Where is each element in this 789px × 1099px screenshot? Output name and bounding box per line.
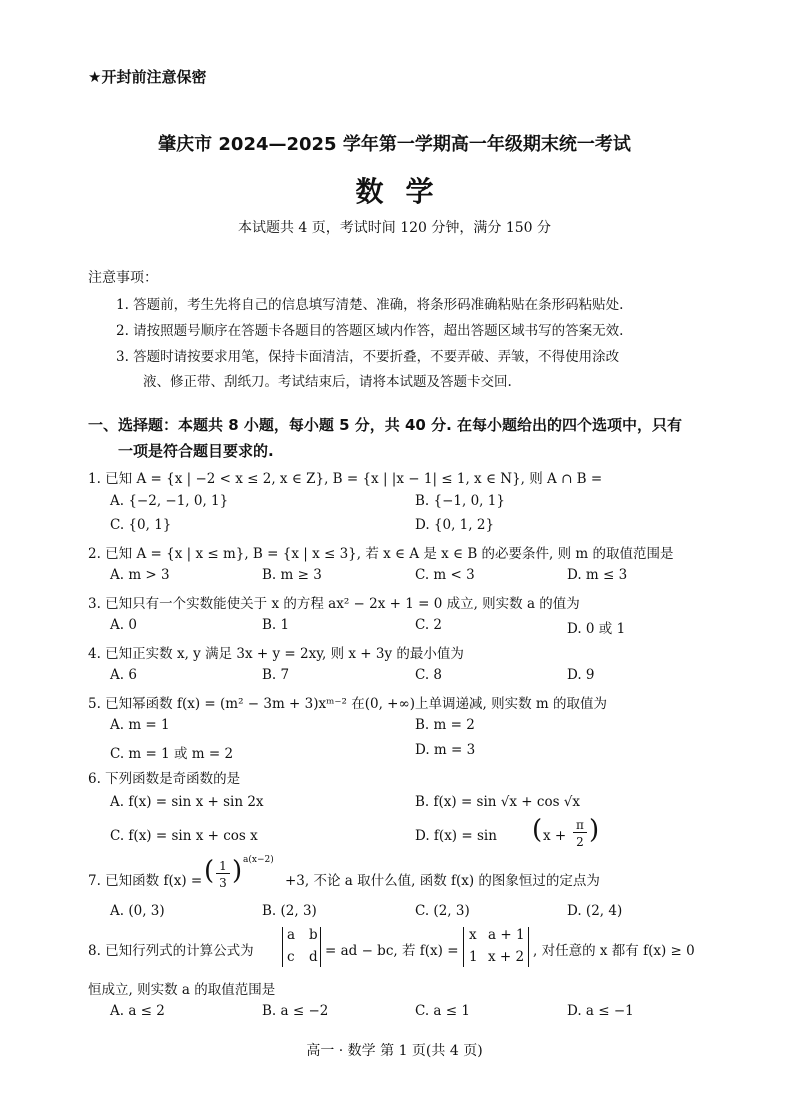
det2-left-bar <box>463 927 464 967</box>
det2-x-plus-2: x + 2 <box>488 949 525 965</box>
question-8-stem-line2: 恒成立, 则实数 a 的取值范围是 <box>88 982 276 998</box>
det2-right-bar <box>528 927 529 967</box>
q4-option-d: D. 9 <box>567 667 595 683</box>
q3-option-c: C. 2 <box>415 617 443 633</box>
question-8-stem: 8. 已知行列式的计算公式为 <box>88 943 254 959</box>
q7-option-b: B. (2, 3) <box>262 903 317 919</box>
q6d-inner: x + <box>543 828 567 844</box>
det1-left-bar <box>282 927 283 967</box>
q7-frac-den: 3 <box>219 876 227 890</box>
q3-option-a: A. 0 <box>110 617 137 633</box>
question-5-stem: 5. 已知幂函数 f(x) = (m² − 3m + 3)xᵐ⁻² 在(0, +∞)上单调递减, 则实数 m 的取值为 <box>88 696 607 712</box>
exam-title: 肇庆市 2024—2025 学年第一学期高一年级期末统一考试 <box>158 134 631 155</box>
det1-d: d <box>309 949 318 965</box>
question-7-stem-cont: +3, 不论 a 取什么值, 函数 f(x) 的图象恒过的定点为 <box>285 873 600 889</box>
q6-option-a: A. f(x) = sin x + sin 2x <box>110 794 264 810</box>
q1-option-c: C. {0, 1} <box>110 517 172 533</box>
question-4-stem: 4. 已知正实数 x, y 满足 3x + y = 2xy, 则 x + 3y 的最小值为 <box>88 646 464 662</box>
q1-option-a: A. {−2, −1, 0, 1} <box>110 493 229 509</box>
question-1-stem: 1. 已知 A = {x | −2 < x ≤ 2, x ∈ Z}, B = {x | |x − 1| ≤ 1, x ∈ N}, 则 A ∩ B = <box>88 471 603 487</box>
q3-option-d: D. 0 或 1 <box>567 621 626 637</box>
det2-a-plus-1: a + 1 <box>488 927 525 943</box>
q7-left-paren: ( <box>204 856 215 886</box>
q6d-right-paren: ) <box>589 815 600 845</box>
q6d-frac-den: 2 <box>576 835 584 849</box>
subject-title: 数学 <box>355 175 456 208</box>
page-footer: 高一 · 数学 第 1 页(共 4 页) <box>306 1043 483 1059</box>
det2-one: 1 <box>469 949 478 965</box>
q6d-frac-num: π <box>573 818 587 833</box>
det2-x: x <box>469 927 477 943</box>
q2-option-c: C. m < 3 <box>415 567 475 583</box>
q5-option-a: A. m = 1 <box>110 717 170 733</box>
q7-option-c: C. (2, 3) <box>415 903 470 919</box>
notice-item-3: 3. 答题时请按要求用笔，保持卡面清洁，不要折叠，不要弄破、弄皱，不得使用涂改 <box>116 349 620 365</box>
q7-right-paren: ) <box>232 856 243 886</box>
notice-item-2: 2. 请按照题号顺序在答题卡各题目的答题区域内作答，超出答题区域书写的答案无效. <box>116 323 624 339</box>
q7-exponent: a(x−2) <box>243 855 274 865</box>
det1-a: a <box>287 927 296 943</box>
notice-title: 注意事项： <box>88 270 158 286</box>
q8-option-b: B. a ≤ −2 <box>262 1003 329 1019</box>
q7-option-d: D. (2, 4) <box>567 903 623 919</box>
notice-item-3-cont: 液、修正带、刮纸刀。考试结束后，请将本试题及答题卡交回. <box>143 374 512 390</box>
q1-option-b: B. {−1, 0, 1} <box>415 493 505 509</box>
q8-option-c: C. a ≤ 1 <box>415 1003 470 1019</box>
q5-option-b: B. m = 2 <box>415 717 475 733</box>
q6-option-d: D. f(x) = sin <box>415 828 497 844</box>
question-8-stem-end: , 对任意的 x 都有 f(x) ≥ 0 <box>533 943 695 959</box>
section-heading: 一、选择题：本题共 8 小题，每小题 5 分，共 40 分. 在每小题给出的四个选项中，只有 <box>88 416 683 434</box>
q2-option-d: D. m ≤ 3 <box>567 567 628 583</box>
det1-b: b <box>309 927 318 943</box>
q7-frac-num: 1 <box>216 859 230 874</box>
question-6-stem: 6. 下列函数是奇函数的是 <box>88 771 241 787</box>
det1-right-bar <box>320 927 321 967</box>
q8-option-d: D. a ≤ −1 <box>567 1003 634 1019</box>
q1-option-d: D. {0, 1, 2} <box>415 517 495 533</box>
question-3-stem: 3. 已知只有一个实数能使关于 x 的方程 ax² − 2x + 1 = 0 成立, 则实数 a 的值为 <box>88 596 580 612</box>
q6-option-b: B. f(x) = sin √x + cos √x <box>415 794 581 810</box>
q4-option-b: B. 7 <box>262 667 290 683</box>
question-7-stem: 7. 已知函数 f(x) = <box>88 873 203 889</box>
confidential-notice: ★开封前注意保密 <box>88 68 207 86</box>
question-8-stem-mid: = ad − bc, 若 f(x) = <box>325 943 459 959</box>
q6d-left-paren: ( <box>532 815 543 845</box>
q2-option-b: B. m ≥ 3 <box>262 567 322 583</box>
q6-option-c: C. f(x) = sin x + cos x <box>110 828 258 844</box>
notice-item-1: 1. 答题前，考生先将自己的信息填写清楚、准确，将条形码准确粘贴在条形码粘贴处. <box>116 297 624 313</box>
q5-option-c: C. m = 1 或 m = 2 <box>110 746 234 762</box>
question-2-stem: 2. 已知 A = {x | x ≤ m}, B = {x | x ≤ 3}, 若 x ∈ A 是 x ∈ B 的必要条件, 则 m 的取值范围是 <box>88 546 674 562</box>
det1-c: c <box>287 949 295 965</box>
q3-option-b: B. 1 <box>262 617 290 633</box>
q7-option-a: A. (0, 3) <box>110 903 165 919</box>
q2-option-a: A. m > 3 <box>110 567 170 583</box>
section-heading-cont: 一项是符合题目要求的. <box>118 442 274 460</box>
q8-option-a: A. a ≤ 2 <box>110 1003 165 1019</box>
q4-option-c: C. 8 <box>415 667 443 683</box>
exam-info: 本试题共 4 页，考试时间 120 分钟，满分 150 分 <box>237 220 552 236</box>
q4-option-a: A. 6 <box>110 667 137 683</box>
q5-option-d: D. m = 3 <box>415 742 476 758</box>
